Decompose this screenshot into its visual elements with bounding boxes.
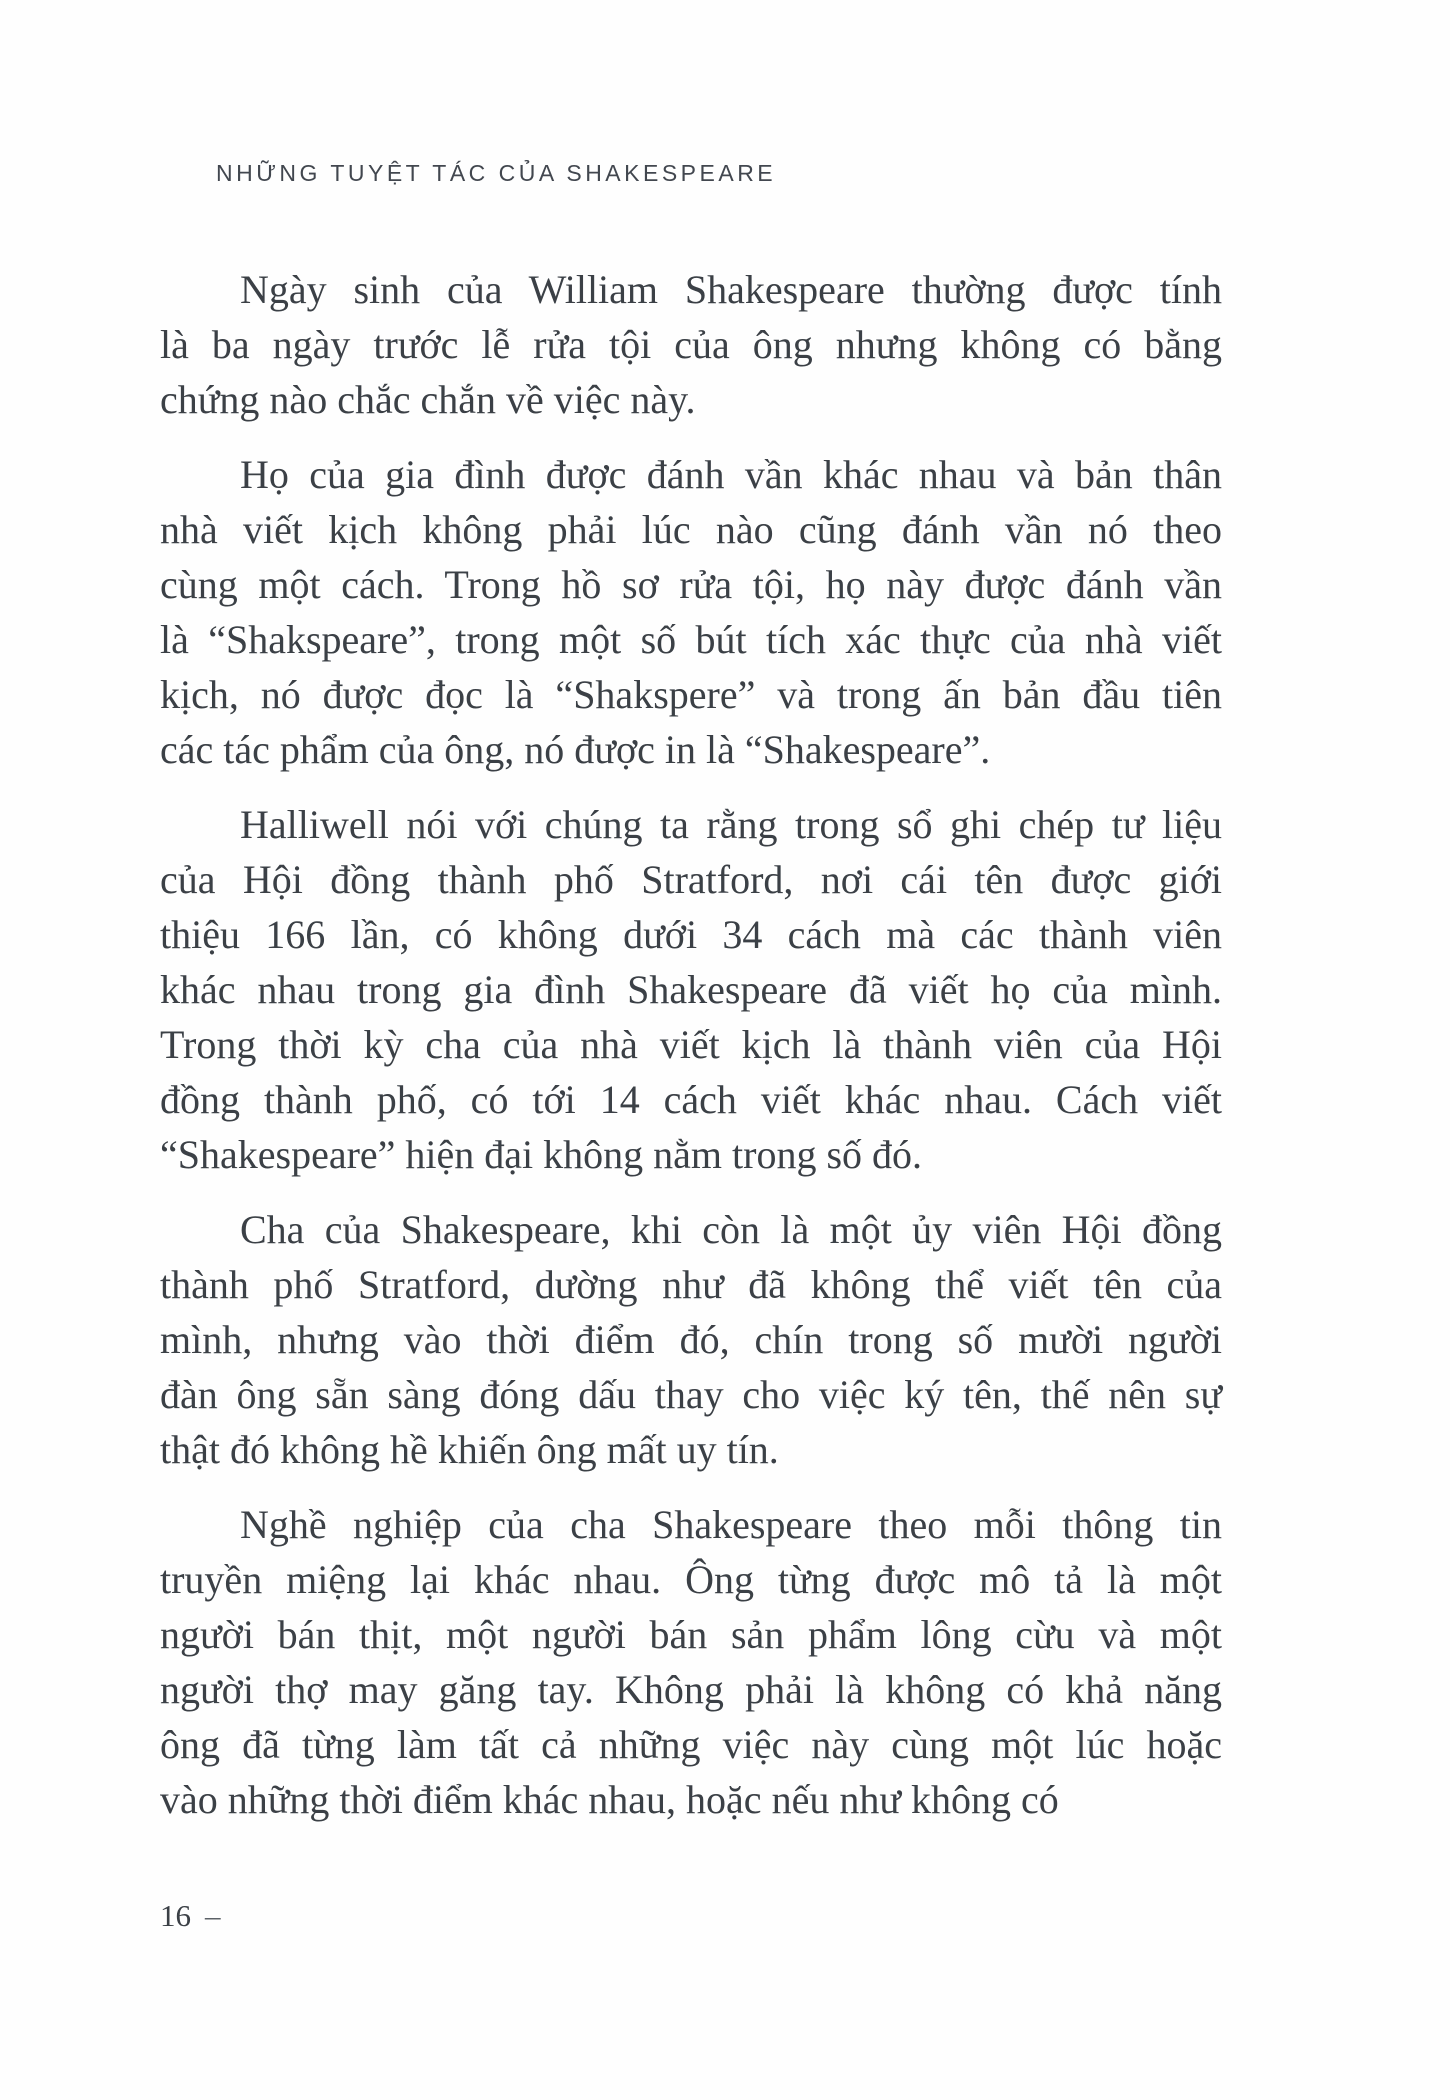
text-line: Halliwell nói với chúng ta rằng trong sổ ghi chép tư liệu (240, 802, 1222, 847)
text-line: các tác phẩm của ông, nó được in là “Shakespeare”. (160, 727, 991, 772)
text-line: Cha của Shakespeare, khi còn là một ủy viên Hội đồng (240, 1207, 1222, 1252)
text-line: thật đó không hề khiến ông mất uy tín. (160, 1427, 779, 1472)
folio-dash: – (205, 1898, 221, 1933)
paragraph (160, 447, 1222, 777)
text-line: Họ của gia đình được đánh vần khác nhau và bản thân (240, 452, 1222, 497)
text-line: vào những thời điểm khác nhau, hoặc nếu như không có (160, 1777, 1059, 1822)
text-line: đồng thành phố, có tới 14 cách viết khác nhau. Cách viết (160, 1077, 1222, 1122)
page-footer (160, 1898, 221, 1934)
text-line: khác nhau trong gia đình Shakespeare đã viết họ của mình. (160, 967, 1222, 1012)
text-line: chứng nào chắc chắn về việc này. (160, 377, 696, 422)
body-text (160, 262, 1222, 1827)
text-line: Nghề nghiệp của cha Shakespeare theo mỗi thông tin (240, 1502, 1222, 1547)
text-line: “Shakespeare” hiện đại không nằm trong số đó. (160, 1132, 923, 1177)
text-line: là “Shakspeare”, trong một số bút tích xác thực của nhà viết (160, 617, 1222, 662)
text-line: thành phố Stratford, dường như đã không thể viết tên của (160, 1262, 1222, 1307)
text-line: người thợ may găng tay. Không phải là không có khả năng (160, 1667, 1222, 1712)
text-line: cùng một cách. Trong hồ sơ rửa tội, họ này được đánh vần (160, 562, 1222, 607)
running-header: NHỮNG TUYỆT TÁC CỦA SHAKESPEARE (216, 160, 777, 186)
text-line: người bán thịt, một người bán sản phẩm lông cừu và một (160, 1612, 1222, 1657)
text-line: của Hội đồng thành phố Stratford, nơi cái tên được giới (160, 857, 1222, 902)
text-line: ông đã từng làm tất cả những việc này cùng một lúc hoặc (160, 1722, 1222, 1767)
paragraph (160, 1202, 1222, 1477)
text-line: đàn ông sẵn sàng đóng dấu thay cho việc ký tên, thế nên sự (160, 1372, 1222, 1417)
text-line: Trong thời kỳ cha của nhà viết kịch là thành viên của Hội (160, 1022, 1222, 1067)
text-line: Ngày sinh của William Shakespeare thường được tính (240, 267, 1222, 312)
paragraph (160, 797, 1222, 1182)
text-line: truyền miệng lại khác nhau. Ông từng được mô tả là một (160, 1557, 1222, 1602)
page-number: 16 (160, 1898, 191, 1933)
paragraph (160, 262, 1222, 427)
text-line: nhà viết kịch không phải lúc nào cũng đánh vần nó theo (160, 507, 1222, 552)
text-line: thiệu 166 lần, có không dưới 34 cách mà các thành viên (160, 912, 1222, 957)
text-line: kịch, nó được đọc là “Shakspere” và trong ấn bản đầu tiên (160, 672, 1222, 717)
text-line: mình, nhưng vào thời điểm đó, chín trong số mười người (160, 1317, 1222, 1362)
text-line: là ba ngày trước lễ rửa tội của ông nhưng không có bằng (160, 322, 1222, 367)
paragraph (160, 1497, 1222, 1827)
